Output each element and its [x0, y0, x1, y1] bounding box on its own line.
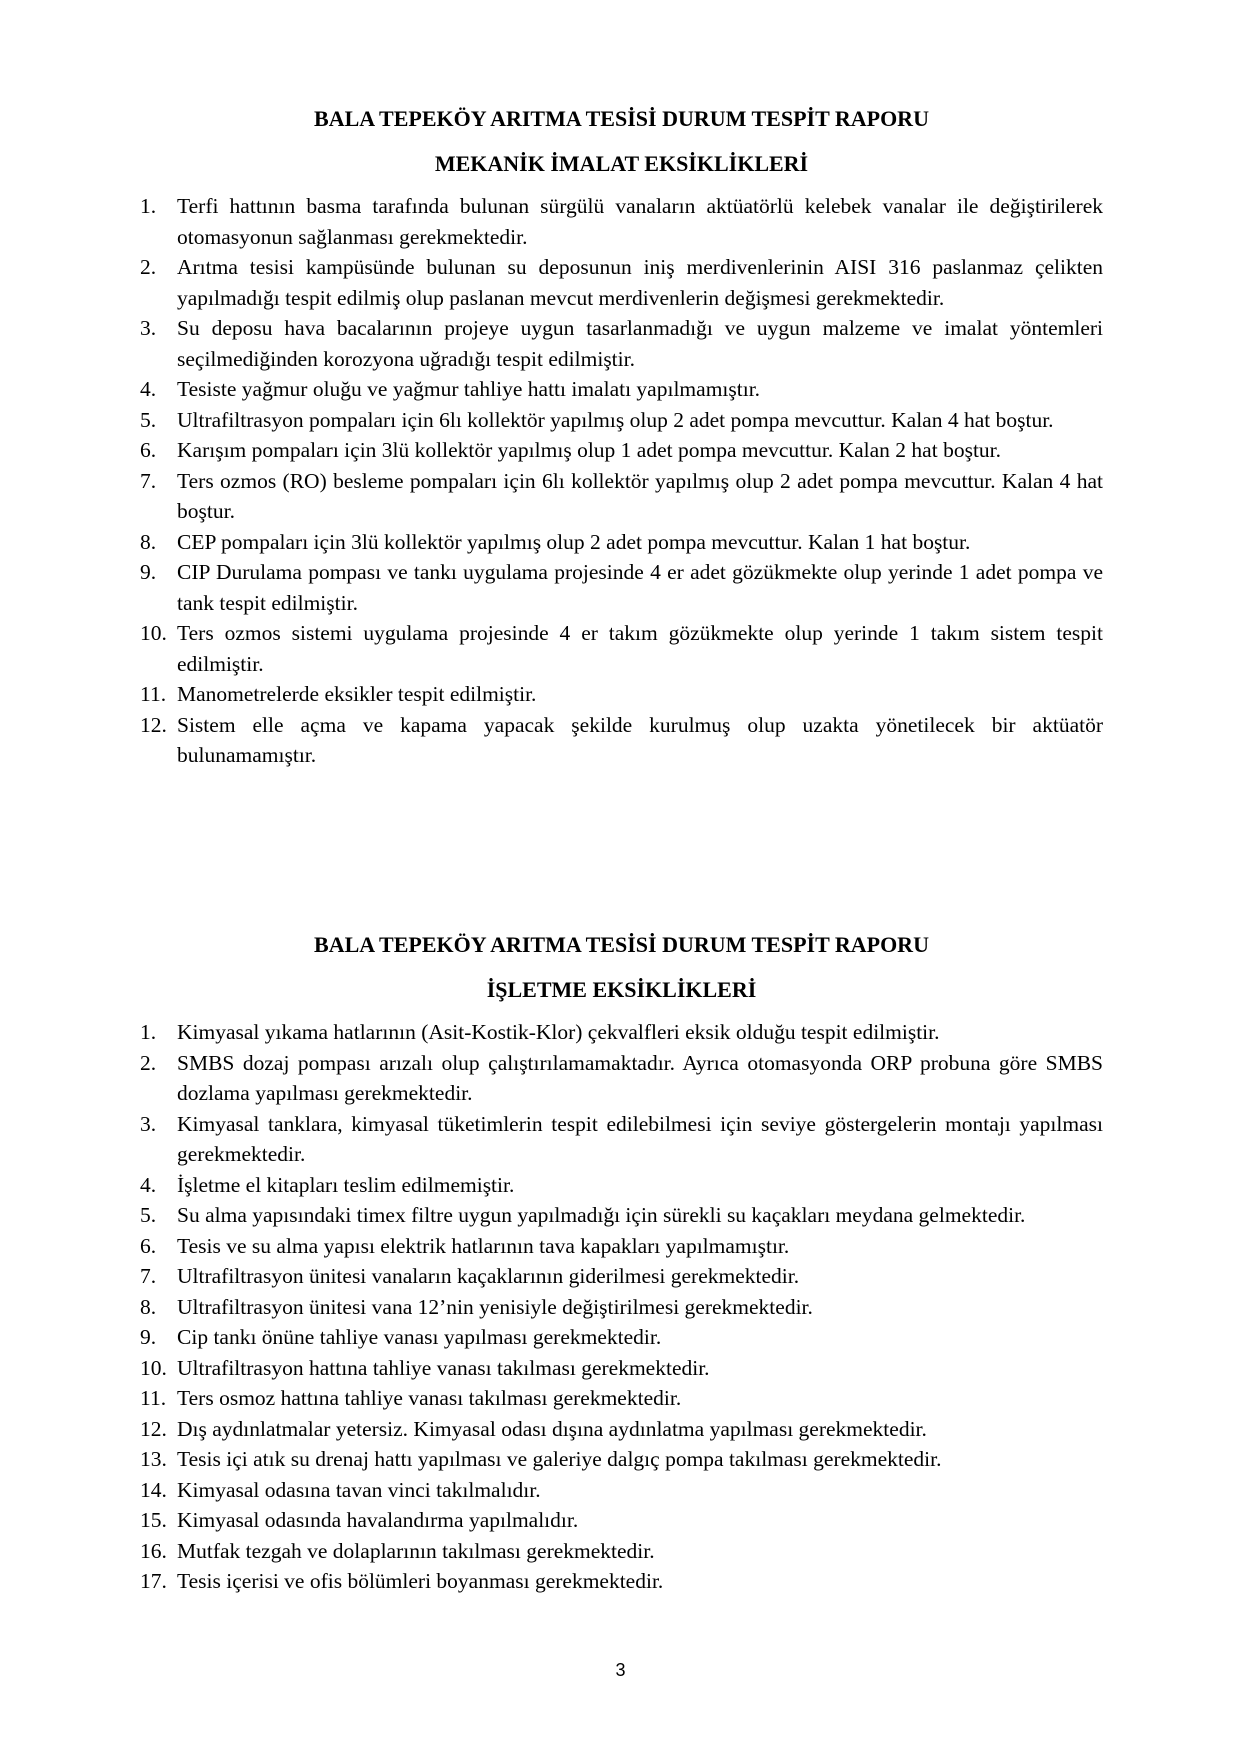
- item-number: 3.: [140, 316, 157, 340]
- item-text: Ultrafiltrasyon ünitesi vanaların kaçaklarının giderilmesi gerekmektedir.: [177, 1264, 800, 1288]
- item-text: Manometrelerde eksikler tespit edilmiştir.: [177, 682, 537, 706]
- item-number: 6.: [140, 438, 157, 462]
- deficiency-list: [140, 1017, 1103, 1597]
- item-text: Terfi hattının basma tarafında bulunan sürgülü vanaların aktüatörlü kelebek vanalar ile değiştirilerek otomasyonun sağlanması gerekmektedir.: [177, 194, 1103, 249]
- item-text: Tesis içerisi ve ofis bölümleri boyanması gerekmektedir.: [177, 1569, 664, 1593]
- list-item: [140, 191, 1103, 252]
- item-number: 15.: [140, 1508, 167, 1532]
- item-text: Sistem elle açma ve kapama yapacak şekilde kurulmuş olup uzakta yönetilecek bir aktüatör bulunamamıştır.: [177, 712, 1103, 767]
- item-text: CEP pompaları için 3lü kollektör yapılmış olup 2 adet pompa mevcuttur. Kalan 1 hat boştur.: [177, 529, 971, 554]
- list-item: [140, 1261, 1103, 1292]
- item-text: Kimyasal odasında havalandırma yapılmalıdır.: [177, 1508, 579, 1532]
- list-item: [140, 1444, 1103, 1475]
- item-number: 3.: [140, 1111, 157, 1136]
- item-number: 7.: [140, 1264, 157, 1288]
- item-number: 9.: [140, 1325, 157, 1349]
- item-number: 1.: [140, 194, 157, 218]
- list-item: [140, 1048, 1103, 1109]
- item-text: Ultrafiltrasyon hattına tahliye vanası takılması gerekmektedir.: [177, 1355, 710, 1380]
- section-mechanical-deficiencies: [140, 104, 1103, 771]
- list-item: [140, 1383, 1103, 1414]
- item-text: Kimyasal odasına tavan vinci takılmalıdır.: [177, 1477, 541, 1502]
- list-item: [140, 1292, 1103, 1323]
- section-operational-deficiencies: [140, 930, 1103, 1597]
- section-heading: İŞLETME EKSİKLİKLERİ: [486, 977, 757, 1002]
- item-number: 6.: [140, 1233, 157, 1258]
- item-text: Cip tankı önüne tahliye vanası yapılması gerekmektedir.: [177, 1325, 662, 1349]
- list-item: [140, 374, 1103, 405]
- item-text: Arıtma tesisi kampüsünde bulunan su deposunun iniş merdivenlerinin AISI 316 paslanmaz çelikten yapılmadığı tespit edilmiş olup paslanan mevcut merdivenlerin değişmesi gerekmektedir.: [177, 255, 1103, 310]
- item-number: 17.: [140, 1569, 167, 1593]
- item-number: 12.: [140, 1416, 167, 1441]
- list-item: [140, 527, 1103, 558]
- item-number: 14.: [140, 1477, 167, 1502]
- list-item: [140, 1170, 1103, 1201]
- item-text: CIP Durulama pompası ve tankı uygulama projesinde 4 er adet gözükmekte olup yerinde 1 adet pompa ve tank tespit edilmiştir.: [177, 560, 1103, 615]
- list-item: [140, 1505, 1103, 1536]
- item-text: Su alma yapısındaki timex filtre uygun yapılmadığı için sürekli su kaçakları meydana gelmektedir.: [177, 1203, 1026, 1227]
- list-item: [140, 313, 1103, 374]
- item-number: 5.: [140, 1203, 157, 1227]
- item-number: 2.: [140, 255, 157, 279]
- item-number: 5.: [140, 407, 157, 432]
- report-title: BALA TEPEKÖY ARITMA TESİSİ DURUM TESPİT RAPORU: [314, 932, 929, 957]
- list-item: [140, 1200, 1103, 1231]
- list-item: [140, 1566, 1103, 1597]
- list-item: [140, 1353, 1103, 1384]
- list-item: [140, 435, 1103, 466]
- list-item: [140, 618, 1103, 679]
- item-text: Ultrafiltrasyon ünitesi vana 12’nin yenisiyle değiştirilmesi gerekmektedir.: [177, 1294, 813, 1319]
- item-text: Tesiste yağmur oluğu ve yağmur tahliye hattı imalatı yapılmamıştır.: [177, 377, 761, 401]
- item-number: 1.: [140, 1020, 157, 1044]
- item-text: Tesis içi atık su drenaj hattı yapılması ve galeriye dalgıç pompa takılması gerekmektedir.: [177, 1447, 942, 1471]
- item-text: Ters osmoz hattına tahliye vanası takılması gerekmektedir.: [177, 1386, 682, 1410]
- item-text: Kimyasal yıkama hatlarının (Asit-Kostik-Klor) çekvalfleri eksik olduğu tespit edilmiştir.: [177, 1020, 940, 1044]
- item-text: Tesis ve su alma yapısı elektrik hatlarının tava kapakları yapılmamıştır.: [177, 1233, 790, 1258]
- item-text: Ultrafiltrasyon pompaları için 6lı kollektör yapılmış olup 2 adet pompa mevcuttur. Kalan 4 hat boştur.: [177, 407, 1054, 432]
- item-number: 11.: [140, 1386, 167, 1410]
- item-text: Kimyasal tanklara, kimyasal tüketimlerin tespit edilebilmesi için seviye göstergelerin montajı yapılması gerekmektedir.: [177, 1111, 1103, 1166]
- item-text: Karışım pompaları için 3lü kollektör yapılmış olup 1 adet pompa mevcuttur. Kalan 2 hat boştur.: [177, 438, 1002, 462]
- list-item: [140, 405, 1103, 436]
- list-item: [140, 1231, 1103, 1262]
- page-number: 3: [615, 1660, 626, 1680]
- item-number: 13.: [140, 1447, 167, 1471]
- list-item: [140, 557, 1103, 618]
- report-title: BALA TEPEKÖY ARITMA TESİSİ DURUM TESPİT RAPORU: [314, 106, 929, 131]
- item-number: 16.: [140, 1538, 167, 1563]
- item-text: Mutfak tezgah ve dolaplarının takılması gerekmektedir.: [177, 1538, 655, 1563]
- item-number: 12.: [140, 712, 167, 737]
- list-item: [140, 1475, 1103, 1506]
- item-text: İşletme el kitapları teslim edilmemiştir.: [177, 1172, 515, 1197]
- item-number: 10.: [140, 621, 167, 645]
- list-item: [140, 1017, 1103, 1048]
- item-text: Ters ozmos (RO) besleme pompaları için 6lı kollektör yapılmış olup 2 adet pompa mevcuttur. Kalan 4 hat boştur.: [177, 468, 1103, 523]
- section-heading: MEKANİK İMALAT EKSİKLİKLERİ: [434, 151, 809, 176]
- item-number: 4.: [140, 1172, 157, 1197]
- item-text: Su deposu hava bacalarının projeye uygun tasarlanmadığı ve uygun malzeme ve imalat yöntemleri seçilmediğinden korozyona uğradığı tespit edilmiştir.: [177, 316, 1103, 371]
- item-text: Ters ozmos sistemi uygulama projesinde 4 er takım gözükmekte olup yerinde 1 takım sistem tespit edilmiştir.: [177, 621, 1103, 676]
- list-item: [140, 1109, 1103, 1170]
- item-number: 8.: [140, 529, 157, 554]
- item-number: 11.: [140, 682, 167, 706]
- list-item: [140, 466, 1103, 527]
- item-number: 4.: [140, 377, 157, 401]
- item-number: 8.: [140, 1294, 157, 1319]
- list-item: [140, 710, 1103, 771]
- deficiency-list: [140, 191, 1103, 771]
- item-number: 7.: [140, 468, 157, 493]
- item-text: Dış aydınlatmalar yetersiz. Kimyasal odası dışına aydınlatma yapılması gerekmektedir.: [177, 1416, 927, 1441]
- list-item: [140, 252, 1103, 313]
- list-item: [140, 1414, 1103, 1445]
- list-item: [140, 679, 1103, 710]
- list-item: [140, 1536, 1103, 1567]
- item-number: 10.: [140, 1355, 167, 1380]
- list-item: [140, 1322, 1103, 1353]
- item-number: 9.: [140, 560, 157, 584]
- item-text: SMBS dozaj pompası arızalı olup çalıştırılamamaktadır. Ayrıca otomasyonda ORP probuna göre SMBS dozlama yapılması gerekmektedir.: [177, 1050, 1103, 1105]
- item-number: 2.: [140, 1050, 157, 1075]
